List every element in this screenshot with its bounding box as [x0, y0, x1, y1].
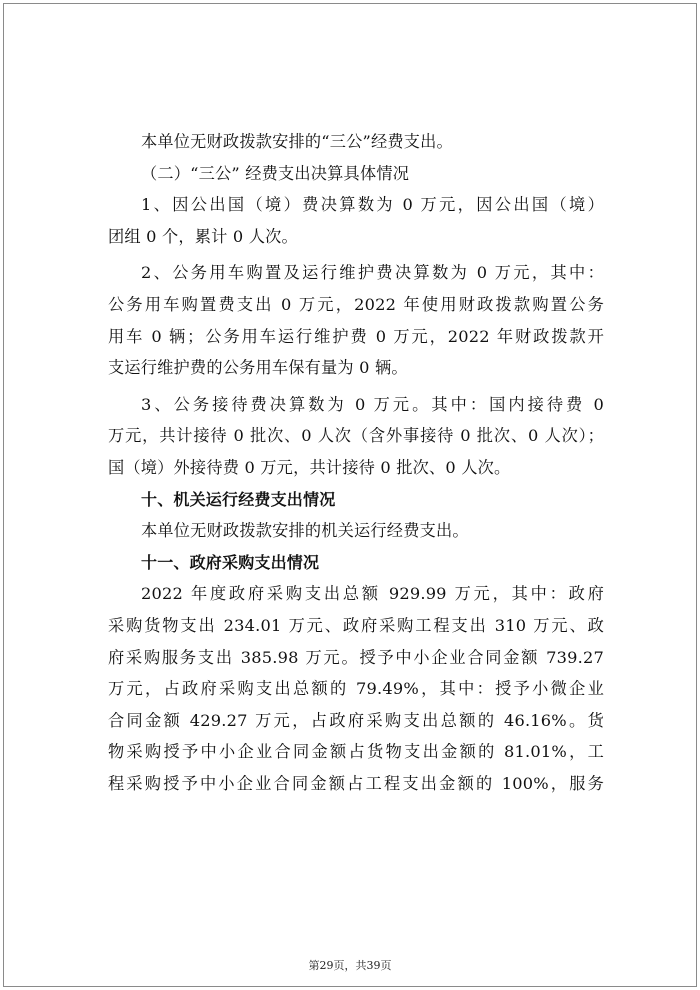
document-body	[108, 126, 604, 799]
text-line: 采购货物支出 234.01 万元、政府采购工程支出 310 万元、政	[108, 615, 604, 635]
text-line: 2、公务用车购置及运行维护费决算数为 0 万元，其中：	[141, 263, 604, 283]
text-line: 2022 年度政府采购支出总额 929.99 万元，其中：政府	[141, 584, 604, 604]
text-line: （二）“三公” 经费支出决算具体情况	[141, 163, 410, 183]
text-line: 用车 0 辆；公务用车运行维护费 0 万元，2022 年财政拨款开	[108, 326, 604, 346]
text-line: 本单位无财政拨款安排的机关运行经费支出。	[141, 521, 469, 541]
text-line: 支运行维护费的公务用车保有量为 0 辆。	[108, 358, 408, 378]
text-line: 团组 0 个，累计 0 人次。	[108, 226, 298, 246]
section-heading: 十、机关运行经费支出情况	[141, 489, 336, 509]
page-number-label: 第29页，共39页	[308, 959, 392, 972]
text-line: 府采购服务支出 385.98 万元。授予中小企业合同金额 739.27	[108, 647, 604, 667]
page-footer	[0, 957, 700, 973]
text-line: 万元，占政府采购支出总额的 79.49%，其中：授予小微企业	[108, 679, 604, 699]
section-heading: 十一、政府采购支出情况	[141, 552, 320, 572]
text-line: 公务用车购置费支出 0 万元，2022 年使用财政拨款购置公务	[108, 294, 604, 314]
text-line: 1、因公出国（境）费决算数为 0 万元，因公出国（境）	[141, 195, 604, 215]
text-line: 万元，共计接待 0 批次、0 人次（含外事接待 0 批次、0 人次）；	[108, 426, 604, 446]
text-line: 程采购授予中小企业合同金额占工程支出金额的 100%，服务	[108, 773, 604, 793]
text-line: 合同金额 429.27 万元，占政府采购支出总额的 46.16%。货	[108, 710, 604, 730]
text-line: 3、公务接待费决算数为 0 万元。其中：国内接待费 0	[141, 394, 604, 414]
text-line: 国（境）外接待费 0 万元，共计接待 0 批次、0 人次。	[108, 457, 511, 477]
text-line: 物采购授予中小企业合同金额占货物支出金额的 81.01%，工	[108, 742, 604, 762]
text-line: 本单位无财政拨款安排的“三公”经费支出。	[141, 132, 453, 151]
